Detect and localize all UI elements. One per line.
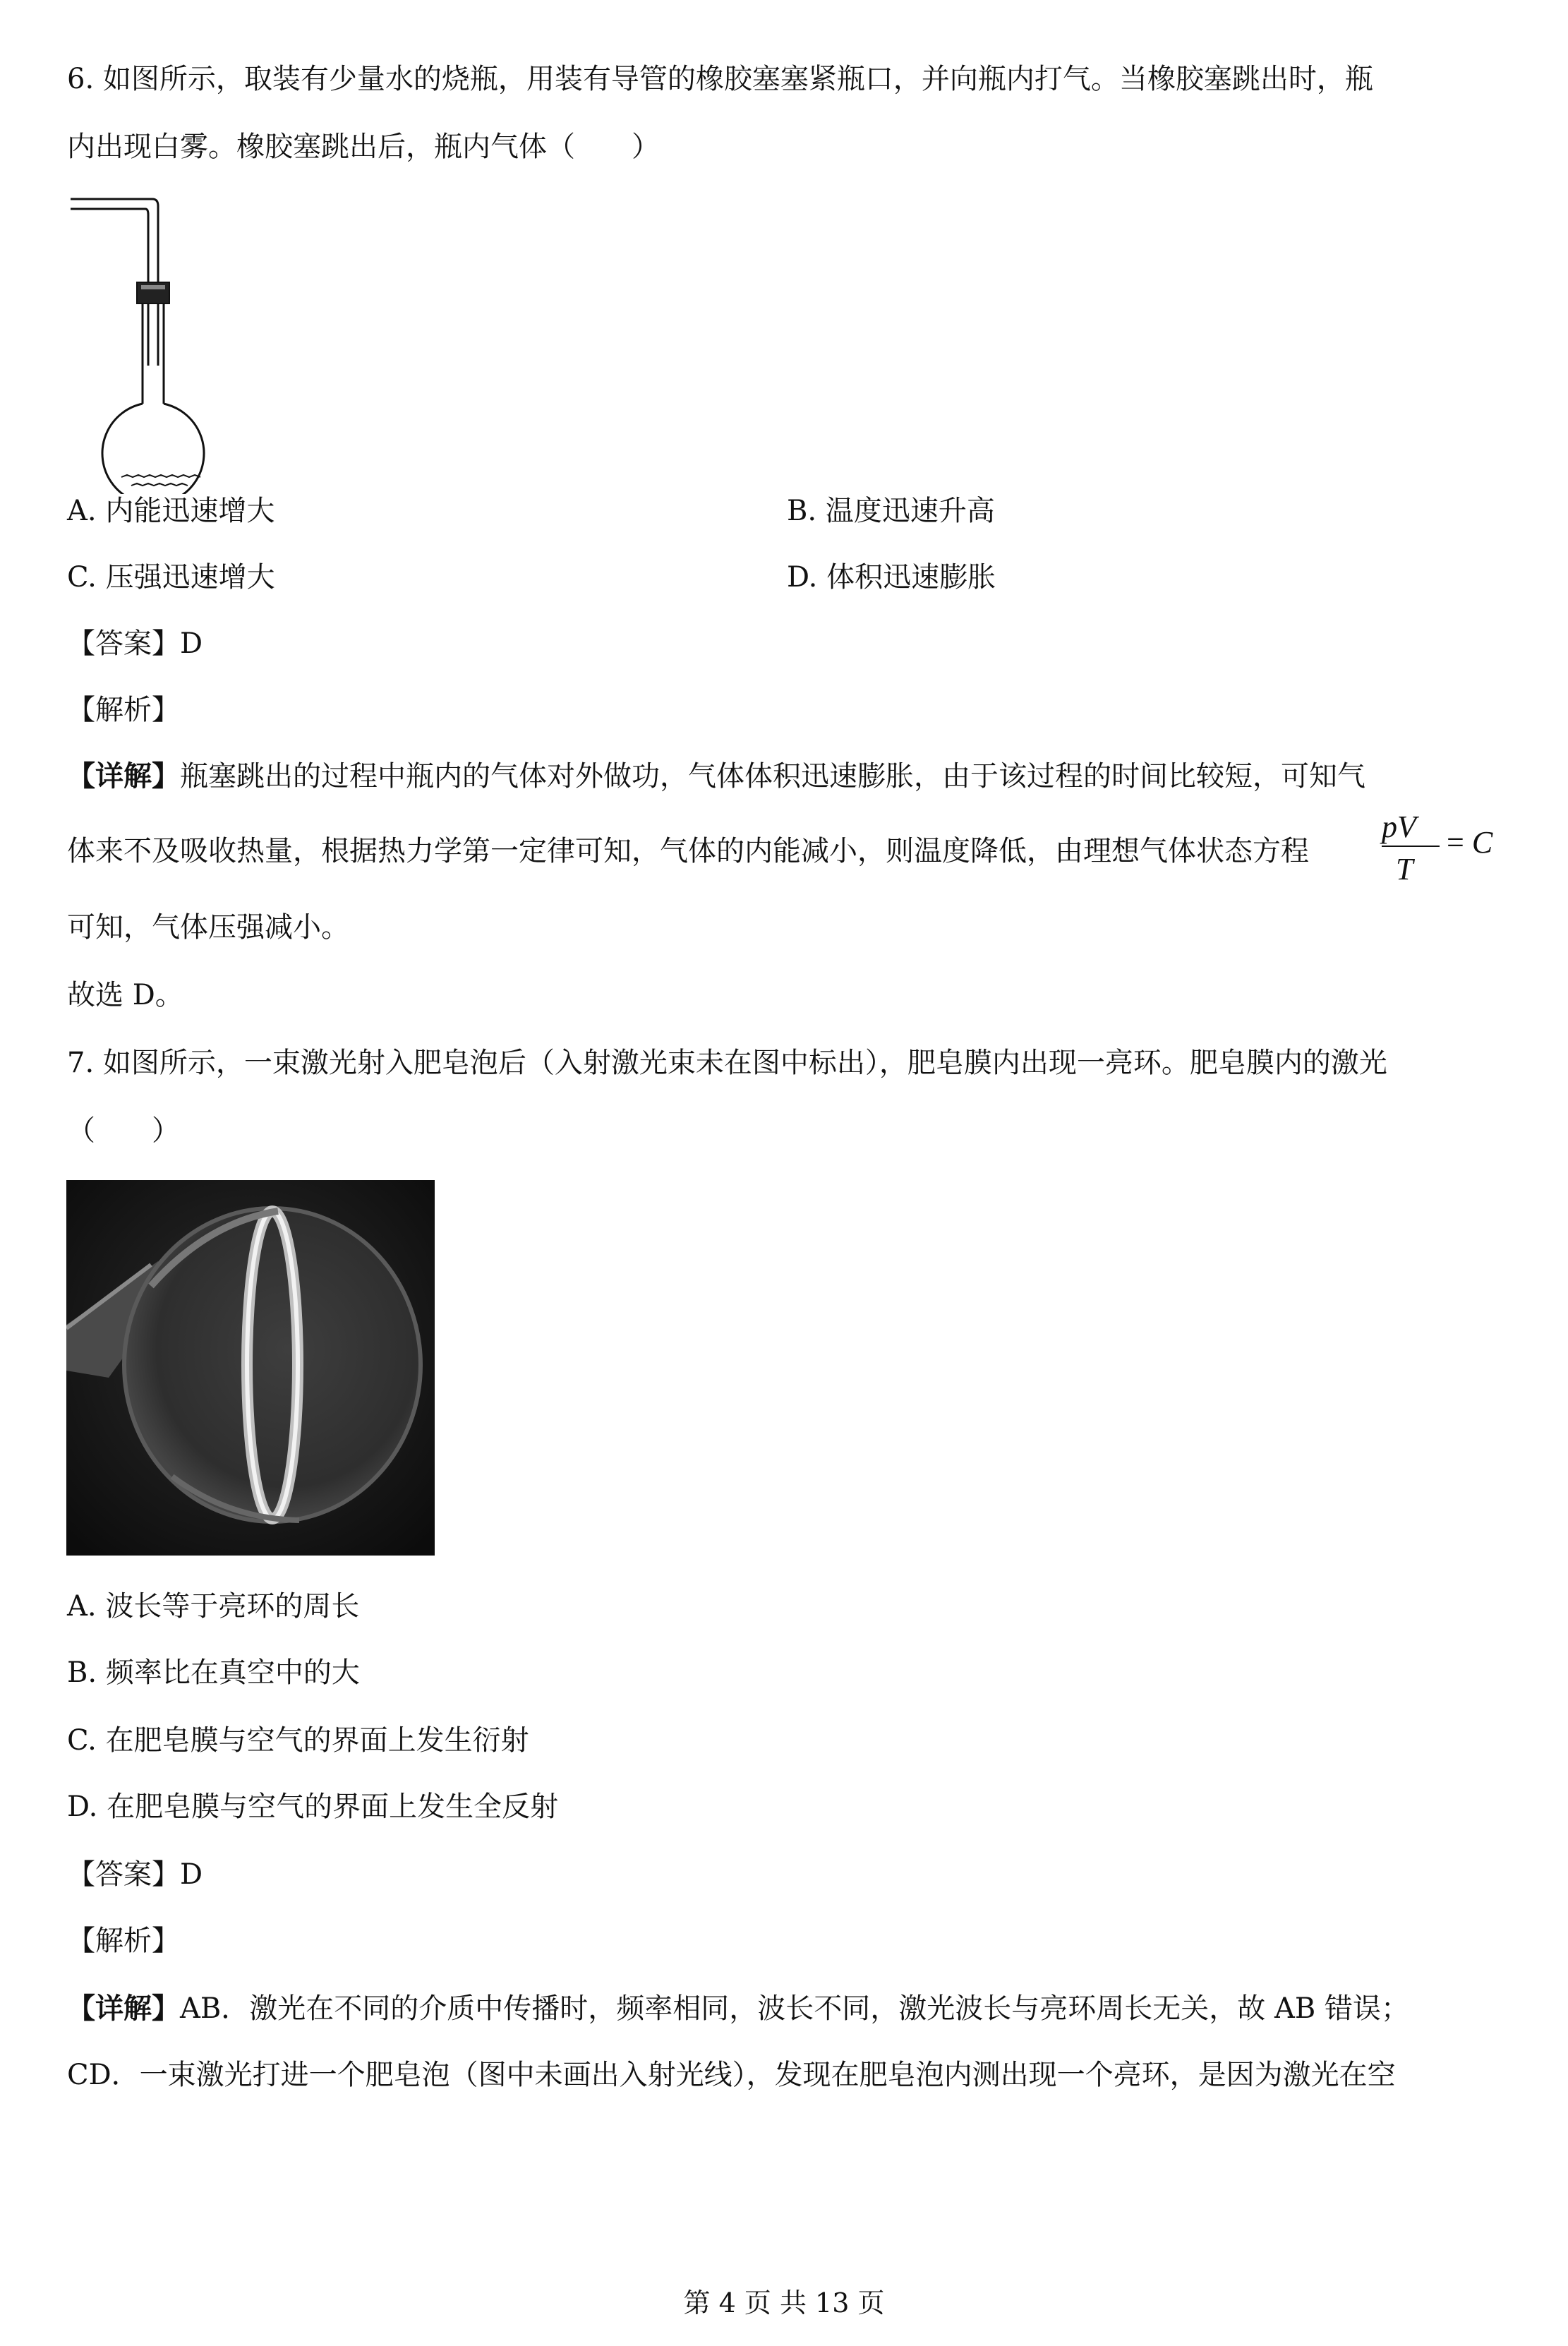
q7-detail-line2: CD．一束激光打进一个肥皂泡（图中未画出入射光线），发现在肥皂泡内测出现一个亮环，是因为激光在空 — [67, 2059, 1396, 2091]
q7-detail-label: 【详解】 — [67, 1992, 180, 2025]
formula-constant: C — [1471, 825, 1493, 860]
q7-analysis-label: 【解析】 — [67, 1925, 180, 1957]
q6-answer: 【答案】D — [67, 627, 203, 660]
q7-option-d: D. 在肥皂膜与空气的界面上发生全反射 — [67, 1791, 559, 1823]
q7-stem-line2: （ ） — [67, 1114, 180, 1147]
q6-conclusion: 故选 D。 — [67, 979, 183, 1011]
q6-detail-line1 — [67, 759, 1365, 793]
q7-option-c: C. 在肥皂膜与空气的界面上发生衍射 — [67, 1724, 529, 1757]
q6-detail-label: 【详解】 — [67, 759, 180, 793]
q6-option-b: B. 温度迅速升高 — [787, 495, 995, 527]
formula-denominator: T — [1396, 852, 1413, 886]
formula-equals: = — [1447, 825, 1472, 860]
q7-option-a: A. 波长等于亮环的周长 — [67, 1590, 360, 1623]
q6-option-d: D. 体积迅速膨胀 — [787, 561, 996, 594]
q6-option-a: A. 内能迅速增大 — [67, 495, 275, 527]
q6-stem-line1: 6. 如图所示，取装有少量水的烧瓶，用装有导管的橡胶塞塞紧瓶口，并向瓶内打气。当橡胶塞跳出时，瓶 — [67, 63, 1373, 95]
q6-detail-text1: 瓶塞跳出的过程中瓶内的气体对外做功，气体体积迅速膨胀，由于该过程的时间比较短，可知气 — [180, 760, 1365, 793]
formula-fraction-bar — [1382, 846, 1440, 847]
page-footer: 第 4 页 共 13 页 — [683, 2287, 885, 2318]
q6-analysis-label: 【解析】 — [67, 694, 180, 726]
q7-detail-text1: AB．激光在不同的介质中传播时，频率相同，波长不同，激光波长与亮环周长无关，故 AB 错误； — [180, 1992, 1409, 2025]
formula-rhs — [1447, 824, 1492, 860]
q7-answer: 【答案】D — [67, 1858, 203, 1891]
q6-detail-line3: 可知，气体压强减小。 — [67, 911, 349, 944]
q6-option-c: C. 压强迅速增大 — [67, 561, 275, 594]
q7-option-b: B. 频率比在真空中的大 — [67, 1656, 360, 1689]
soap-bubble-photo — [66, 1180, 435, 1556]
q6-detail-line2: 体来不及吸收热量，根据热力学第一定律可知，气体的内能减小，则温度降低，由理想气体状态方程 — [67, 835, 1309, 867]
q7-stem-line1: 7. 如图所示，一束激光射入肥皂泡后（入射激光束未在图中标出），肥皂膜内出现一亮环。肥皂膜内的激光 — [67, 1047, 1387, 1079]
flask-figure — [64, 198, 219, 494]
q7-detail-line1 — [67, 1992, 1409, 2026]
q6-stem-line2: 内出现白雾。橡胶塞跳出后，瓶内气体（ ） — [67, 131, 660, 163]
formula-numerator: pV — [1382, 810, 1416, 844]
